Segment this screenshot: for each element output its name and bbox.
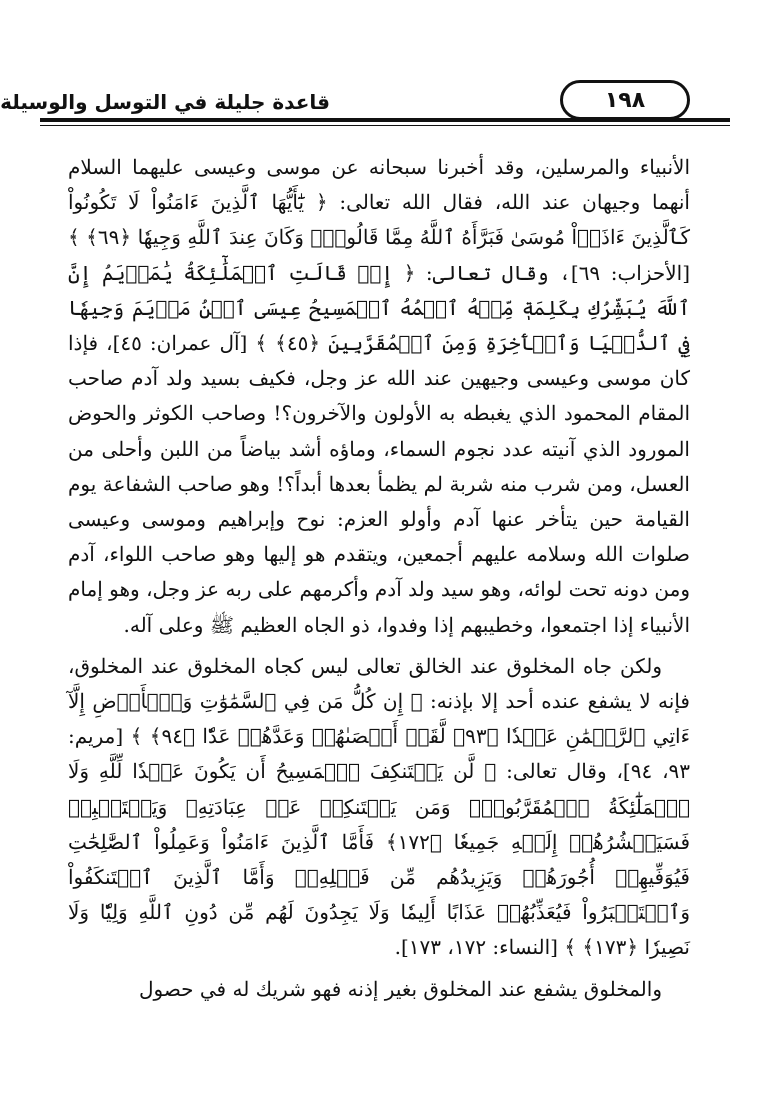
paragraph-2: ولكن جاه المخلوق عند الخالق تعالى ليس كجاه المخلوق عند المخلوق، فإنه لا يشفع عنده أحد إلا بإذنه: ﴿ إِن كُلُّ مَن فِي ٱلسَّمَٰوَٰتِ وَٱلۡأَرۡضِ إِلَّآ ءَاتِي ٱلرَّحۡمَٰنِ عَبۡدٗا ﴿٩٣﴾ لَّقَدۡ أَحۡصَىٰهُمۡ وَعَدَّهُمۡ عَدّٗا ﴿٩٤﴾ ﴾ [مريم: ٩٣، ٩٤]، وقال تعالى: ﴿ لَّن يَسۡتَنكِفَ ٱلۡمَسِيحُ أَن يَكُونَ عَبۡدٗا لِّلَّهِ وَلَا ٱلۡمَلَٰٓئِكَةُ ٱلۡمُقَرَّبُونَۚ وَمَن يَسۡتَنكِفۡ عَنۡ عِبَادَتِهِۦ وَيَسۡتَكۡبِرۡ فَسَيَحۡشُرُهُمۡ إِلَيۡهِ جَمِيعٗا ﴿١٧٢﴾ فَأَمَّا ٱلَّذِينَ ءَامَنُواْ وَعَمِلُواْ ٱلصَّٰلِحَٰتِ فَيُوَفِّيهِمۡ أُجُورَهُمۡ وَيَزِيدُهُم مِّن فَضۡلِهِۦۖ وَأَمَّا ٱلَّذِينَ ٱسۡتَنكَفُواْ وَٱسۡتَكۡبَرُواْ فَيُعَذِّبُهُمۡ عَذَابًا أَلِيمٗا وَلَا يَجِدُونَ لَهُم مِّن دُونِ ٱللَّهِ وَلِيّٗا وَلَا نَصِيرٗا ﴿١٧٣﴾ ﴾ [النساء: ١٧٢، ١٧٣].	[68, 653, 691, 960]
paragraph-1: الأنبياء والمرسلين، وقد أخبرنا سبحانه عن موسى وعيسى عليهما السلام أنهما وجيهان عند الله، فقال الله تعالى: ﴿ يَٰٓأَيُّهَا ٱلَّذِينَ ءَامَنُواْ لَا تَكُونُواْ كَٱلَّذِينَ ءَاذَوۡاْ مُوسَىٰ فَبَرَّأَهُ ٱللَّهُ مِمَّا قَالُواْۚ وَكَانَ عِندَ ٱللَّهِ وَجِيهٗا ﴿٦٩﴾ ﴾ [الأحزاب: ٦٩]، وقال تعالى: ﴿ إِذۡ قَالَتِ ٱلۡمَلَٰٓئِكَةُ يَٰمَرۡيَمُ إِنَّ ٱللَّهَ يُبَشِّرُكِ بِكَلِمَةٖ مِّنۡهُ ٱسۡمُهُ ٱلۡمَسِيحُ عِيسَى ٱبۡنُ مَرۡيَمَ وَجِيهٗا فِي ٱلدُّنۡيَا وَٱلۡأٓخِرَةِ وَمِنَ ٱلۡمُقَرَّبِينَ ﴿٤٥﴾ ﴾ [آل عمران: ٤٥]، فإذا كان موسى وعيسى وجيهين عند الله عز وجل، فكيف بسيد ولد آدم صاحب المقام المحمود الذي يغبطه به الأولون والآخرون؟! وصاحب الكوثر والحوض المورود الذي آنيته عدد نجوم السماء، وماؤه أشد بياضاً من اللبن وأحلى من العسل، ومن شرب منه شربة لم يظمأ بعدها أبداً؟! وهو صاحب الشفاعة يوم القيامة حين يتأخر عنها آدم وأولو العزم: نوح وإبراهيم وموسى وعيسى صلوات الله وسلامه عليهم أجمعين، ويتقدم هو إليها وهو صاحب اللواء، آدم ومن دونه تحت لوائه، وهو سيد ولد آدم وأكرمهم على ربه عز وجل، وهو إمام الأنبياء إذا اجتمعوا، وخطيبهم إذا وفدوا، ذو الجاه العظيم ﷺ وعلى آله.	[68, 155, 691, 637]
page-header	[0, 78, 730, 126]
page-number: ١٩٨	[560, 80, 690, 120]
running-title: قاعدة جليلة في التوسل والوسيلة	[0, 90, 330, 114]
header-rule-thick	[40, 118, 730, 122]
paragraph-3: والمخلوق يشفع عند المخلوق بغير إذنه فهو شريك له في حصول	[138, 976, 662, 1001]
header-rule-thin	[40, 125, 730, 126]
body-text	[68, 150, 690, 1007]
